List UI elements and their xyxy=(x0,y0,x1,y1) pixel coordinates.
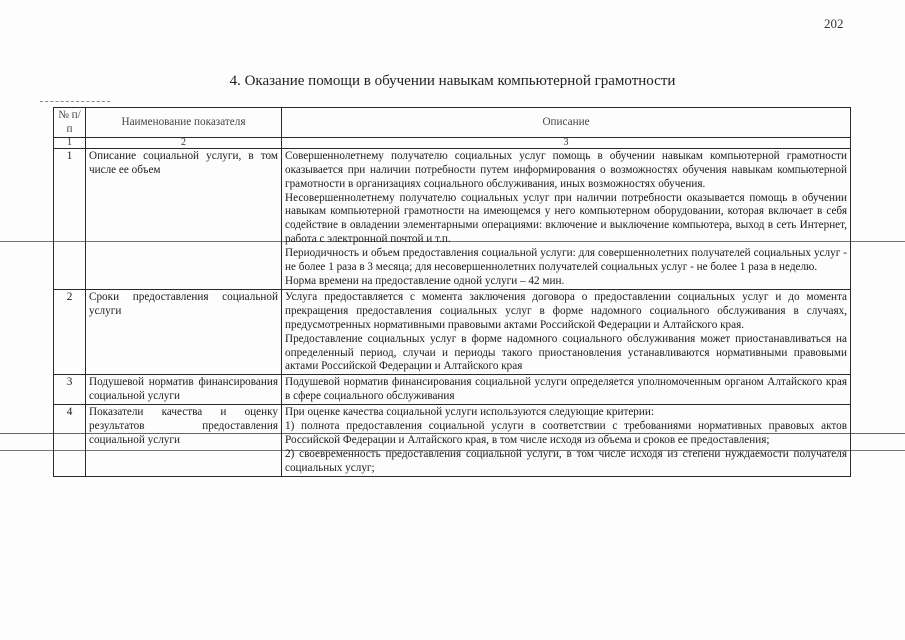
indicator-name: Сроки предоставления социальной услуги xyxy=(86,289,282,374)
column-number: 1 xyxy=(54,137,86,148)
indicator-name: Показатели качества и оценку результатов предоставления социальной услуги xyxy=(86,405,282,477)
table-header-row xyxy=(54,108,851,138)
column-header-description: Описание xyxy=(282,108,851,138)
description-paragraph: Несовершеннолетнему получателю социальных услуг при наличии потребности оказывается помощь в обучении навыкам компьютерной грамотности на имеющемся у него компьютерном оборудовании, которая включает в себя содействие в овладении элементарными операциями: включение и выключение компьютера, выход в сеть Интернет, работа с электронной почтой и т.п. xyxy=(285,191,847,246)
description-paragraph: 1) полнота предоставления социальной услуги в соответствии с требованиями нормативных правовых актов Российской Федерации и Алтайского края, в том числе исходя из объема и сроков ее предоставления; xyxy=(285,420,847,446)
description-paragraph: 2) своевременность предоставления социальной услуги, в том числе исходя из степени нуждаемости получателя социальных услуг; xyxy=(285,447,847,474)
description-paragraph: Услуга предоставляется с момента заключения договора о предоставлении социальных услуг и до момента прекращения предоставления социальных услуг в форме надомного социального обслуживания в случаях, предусмотренных нормативными правовыми актами Российской Федерации и Алтайского края. xyxy=(285,290,847,331)
indicator-description xyxy=(282,289,851,374)
indicator-name: Подушевой норматив финансирования социальной услуги xyxy=(86,375,282,405)
description-paragraph: При оценке качества социальной услуги используются следующие критерии: xyxy=(285,406,654,419)
indicator-description xyxy=(282,148,851,289)
table-row xyxy=(54,148,851,289)
description-paragraph: Предоставление социальных услуг в форме надомного социального обслуживания может приостанавливаться на определенный период, случаи и периоды такого приостановления устанавливаются нормативными правовыми актами Российской Федерации и Алтайского края xyxy=(285,332,847,373)
description-paragraph: Подушевой норматив финансирования социальной услуги определяется уполномоченным органом Алтайского края в сфере социального обслуживания xyxy=(285,376,847,403)
column-number: 2 xyxy=(86,137,282,148)
section-heading: 4. Оказание помощи в обучении навыкам компьютерной грамотности xyxy=(229,73,676,89)
row-number: 1 xyxy=(54,148,86,289)
column-header-indicator: Наименование показателя xyxy=(86,108,282,138)
column-number-row xyxy=(54,137,851,148)
indicator-description xyxy=(282,375,851,405)
page-number: 202 xyxy=(824,16,844,31)
indicator-description xyxy=(282,405,851,477)
description-paragraph: Периодичность и объем предоставления социальной услуги: для совершеннолетних получателей социальных услуг - не более 1 раза в 3 месяца; для несовершеннолетних получателей социальных услуг - не более 1 раза в неделю. xyxy=(285,247,847,274)
table-row xyxy=(54,375,851,405)
column-number: 3 xyxy=(282,137,851,148)
service-standard-table xyxy=(53,107,851,477)
table-row xyxy=(54,289,851,374)
column-header-number: № п/п xyxy=(54,108,86,138)
indicator-name: Описание социальной услуги, в том числе ее объем xyxy=(86,148,282,289)
row-number: 4 xyxy=(54,405,86,477)
description-paragraph: Норма времени на предоставление одной услуги – 42 мин. xyxy=(285,274,565,287)
scan-artifact-dashes xyxy=(40,101,110,102)
row-number: 2 xyxy=(54,289,86,374)
description-paragraph: Совершеннолетнему получателю социальных услуг помощь в обучении навыкам компьютерной грамотности оказывается при наличии потребности путем информирования о возможностях обучения навыкам компьютерной грамотности в организациях социального обслуживания, иных возможностях обучения. xyxy=(285,149,847,190)
row-number: 3 xyxy=(54,375,86,405)
table-row xyxy=(54,405,851,477)
